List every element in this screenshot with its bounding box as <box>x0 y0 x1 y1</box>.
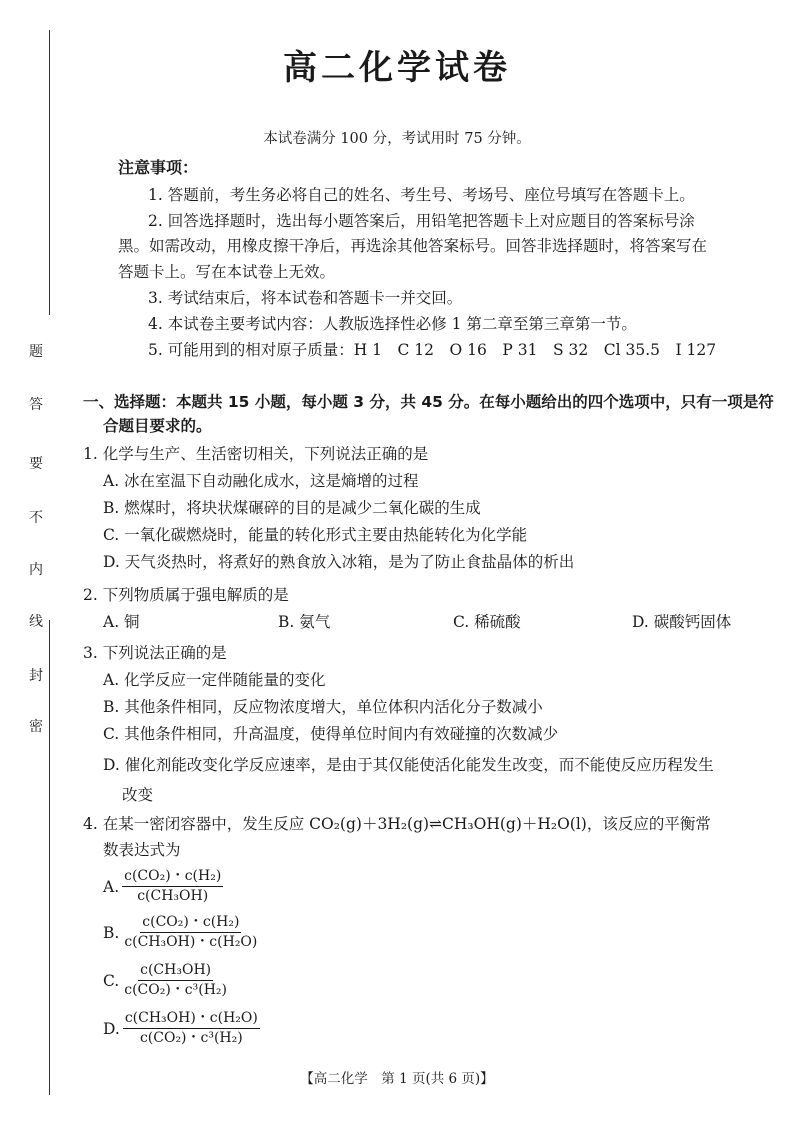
q1-option-b: B. 燃煤时，将块状煤碾碎的目的是减少二氧化碳的生成 <box>103 499 481 517</box>
q3-option-c: C. 其他条件相同，升高温度，使得单位时间内有效碰撞的次数减少 <box>103 725 559 743</box>
question-1-stem: 1. 化学与生产、生活密切相关，下列说法正确的是 <box>83 445 429 463</box>
section-heading-cont: 合题目要求的。 <box>103 417 212 435</box>
q3-option-d: D. 催化剂能改变化学反应速率，是由于其仅能使活化能发生改变，而不能使反应历程发生 <box>103 756 714 774</box>
fraction-denominator: c(CH₃OH)・c(H₂O) <box>124 934 258 950</box>
q1-option-a: A. 冰在室温下自动融化成水，这是熵增的过程 <box>103 472 419 490</box>
binding-line-bottom <box>49 620 50 1095</box>
question-4-stem: 4. 在某一密闭容器中，发生反应 CO₂(g)＋3H₂(g)⇌CH₃OH(g)＋H₂O(l)，该反应的平衡常 <box>83 815 711 833</box>
binding-char: 密 <box>29 719 43 735</box>
q4-option-b <box>103 914 259 951</box>
page-title: 高二化学试卷 <box>283 48 511 88</box>
q3-option-a: A. 化学反应一定伴随能量的变化 <box>103 671 326 689</box>
q2-option-a: A. 铜 <box>103 613 140 631</box>
fraction-numerator: c(CH₃OH) <box>138 962 213 981</box>
fraction <box>122 914 259 951</box>
q2-option-b: B. 氨气 <box>278 613 331 631</box>
section-heading: 一、选择题：本题共 15 小题，每小题 3 分，共 45 分。在每小题给出的四个选项中，只有一项是符 <box>83 393 774 411</box>
notice-line: 答题卡上。写在本试卷上无效。 <box>118 263 336 281</box>
exam-info: 本试卷满分 100 分，考试用时 75 分钟。 <box>263 131 531 147</box>
q3-option-b: B. 其他条件相同，反应物浓度增大，单位体积内活化分子数减小 <box>103 698 543 716</box>
binding-char: 内 <box>29 562 43 578</box>
binding-char: 封 <box>29 668 43 684</box>
fraction-numerator: c(CH₃OH)・c(H₂O) <box>123 1010 260 1029</box>
notice-line: 黑。如需改动，用橡皮擦干净后，再选涂其他答案标号。回答非选择题时，将答案写在 <box>118 237 708 255</box>
q2-option-c: C. 稀硫酸 <box>453 613 521 631</box>
q1-option-c: C. 一氧化碳燃烧时，能量的转化形式主要由热能转化为化学能 <box>103 526 528 544</box>
notice-line: 5. 可能用到的相对原子质量：H 1 C 12 O 16 P 31 S 32 Cl 35.5 I 127 <box>148 341 717 359</box>
question-4-stem-cont: 数表达式为 <box>103 841 181 859</box>
binding-char: 不 <box>29 510 43 526</box>
binding-char: 题 <box>29 344 43 360</box>
option-label: D. <box>103 1019 120 1038</box>
notice-line: 3. 考试结束后，将本试卷和答题卡一并交回。 <box>148 289 463 307</box>
option-label: C. <box>103 971 120 990</box>
fraction-numerator: c(CO₂)・c(H₂) <box>140 914 241 933</box>
fraction-denominator: c(CO₂)・c³(H₂) <box>139 1030 243 1046</box>
question-2-stem: 2. 下列物质属于强电解质的是 <box>83 586 289 604</box>
option-label: B. <box>103 923 120 942</box>
fraction <box>123 1010 260 1047</box>
binding-char: 线 <box>29 614 43 630</box>
q1-option-d: D. 天气炎热时，将煮好的熟食放入冰箱，是为了防止食盐晶体的析出 <box>103 553 575 571</box>
q3-option-d-cont: 改变 <box>122 786 154 804</box>
fraction <box>122 868 223 905</box>
option-label: A. <box>103 877 120 896</box>
q4-option-d <box>103 1010 260 1047</box>
page-footer: 【高二化学 第 1 页(共 6 页)】 <box>300 1071 494 1087</box>
q4-option-c <box>103 962 229 999</box>
fraction-numerator: c(CO₂)・c(H₂) <box>122 868 223 887</box>
fraction <box>122 962 229 999</box>
fraction-denominator: c(CO₂)・c³(H₂) <box>124 982 227 998</box>
question-3-stem: 3. 下列说法正确的是 <box>83 644 227 662</box>
notice-line: 1. 答题前，考生务必将自己的姓名、考生号、考场号、座位号填写在答题卡上。 <box>148 186 695 204</box>
notice-heading: 注意事项： <box>118 158 199 177</box>
binding-char: 要 <box>29 456 43 472</box>
notice-line: 4. 本试卷主要考试内容：人教版选择性必修 1 第二章至第三章第一节。 <box>148 315 637 333</box>
fraction-denominator: c(CH₃OH) <box>137 888 209 904</box>
notice-line: 2. 回答选择题时，选出每小题答案后，用铅笔把答题卡上对应题目的答案标号涂 <box>148 212 695 230</box>
q2-option-d: D. 碳酸钙固体 <box>632 613 732 631</box>
q4-option-a <box>103 868 223 905</box>
binding-char: 答 <box>29 397 43 413</box>
